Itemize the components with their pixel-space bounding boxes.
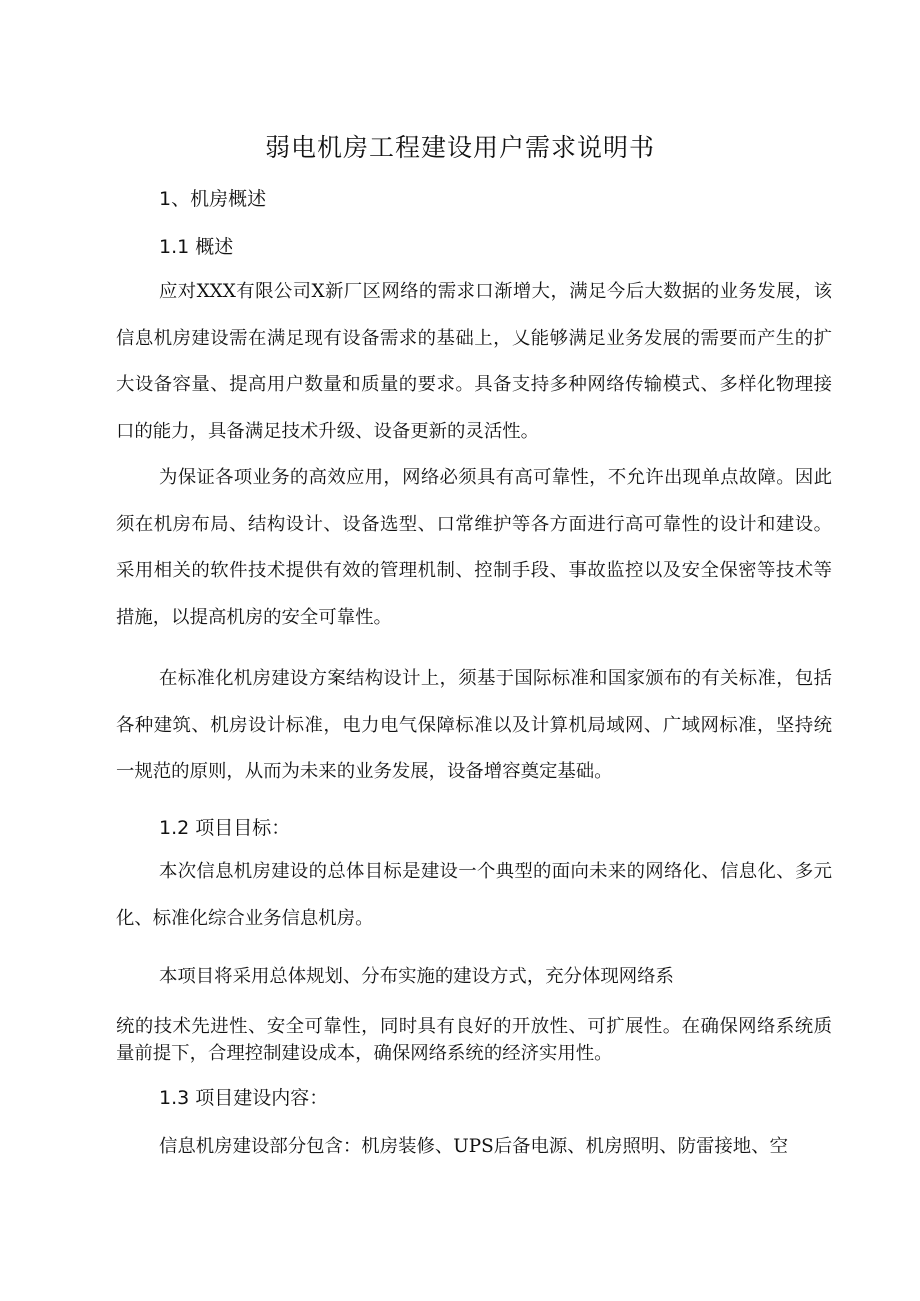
section-heading-1-3: 1.3 项目建设内容： [159, 1087, 329, 1109]
paragraph-goal-2-first-line: 本项目将采用总体规划、分布实施的建设方式，充分体现网络系 [159, 966, 674, 987]
paragraph-overview-3: 在标准化机房建设方案结构设计上，须基于国际标准和国家颁布的有关标准，包括各种建筑、机房设计标准，电力电气保障标准以及计算机局域网、广域网标准，坚持统一规范的原则，从而为未来的业务发展，设备增容奠定基础。 [116, 668, 832, 782]
paragraph-goal-1: 本次信息机房建设的总体目标是建设一个典型的面向未来的网络化、信息化、多元化、标准化综合业务信息机房。 [116, 861, 832, 929]
paragraph-overview-1: 应对XXX有限公司X新厂区网络的需求口渐增大，满足今后大数据的业务发展，该信息机房建设需在满足现有设备需求的基础上，乂能够满足业务发展的需要而产生的扩大设备容量、提高用户数量和质量的要求。具备支持多种网络传输模式、多样化物理接口的能力，具备满足技术升级、设备更新的灵活性。 [116, 281, 832, 442]
section-heading-1-1: 1.1 概述 [159, 236, 234, 258]
section-heading-1: 1、机房概述 [159, 188, 267, 210]
document-title: 弱电机房工程建设用户需求说明书 [264, 133, 655, 162]
paragraph-content-1: 信息机房建设部分包含：机房装修、UPS后备电源、机房照明、防雷接地、空 [159, 1136, 788, 1157]
paragraph-goal-2-rest: 统的技术先进性、安全可靠性，同时具有良好的开放性、可扩展性。在确保网络系统质量前提下，合理控制建设成本，确保网络系统的经济实用性。 [116, 1016, 832, 1064]
section-heading-1-2: 1.2 项目目标： [159, 817, 291, 839]
paragraph-overview-2: 为保证各项业务的高效应用，网络必须具有高可靠性，不允许出现单点故障。因此须在机房布局、结构设计、设备选型、口常维护等各方面进行高可靠性的设计和建设。采用相关的软件技术提供有效的管理机制、控制手段、事故监控以及安全保密等技术等措施，以提高机房的安全可靠性。 [116, 467, 832, 628]
